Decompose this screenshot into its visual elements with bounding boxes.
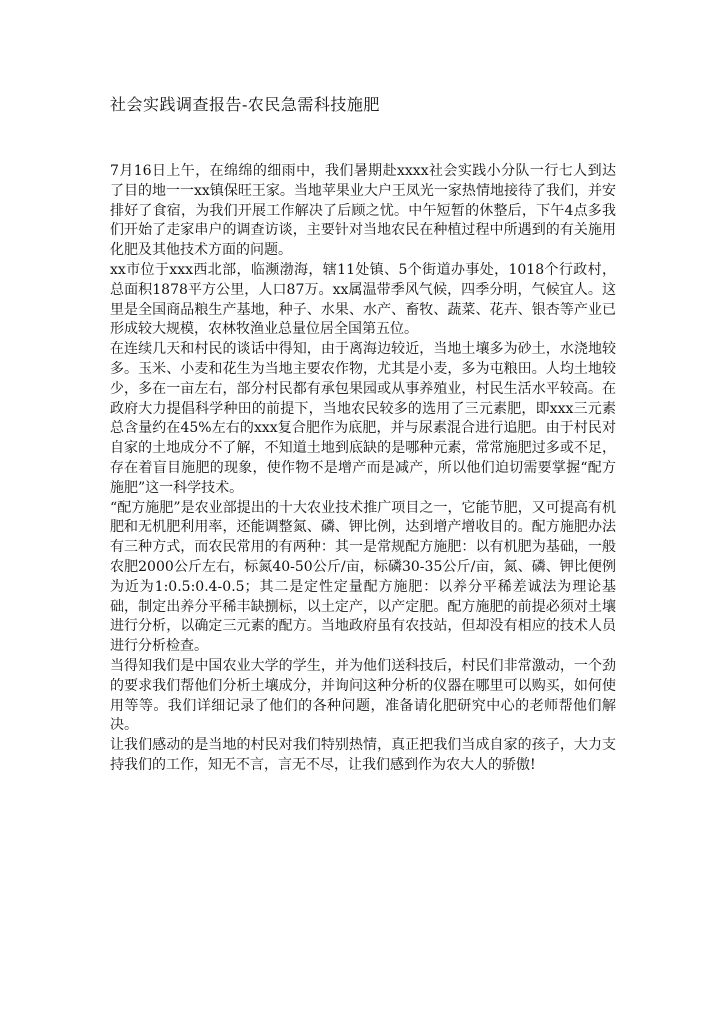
paragraph-formula-fertilization: “配方施肥”是农业部提出的十大农业技术推广项目之一，它能节肥，又可提高有机肥和无机肥利用率，还能调整氮、磷、钾比例，达到增产增收目的。配方施肥办法有三种方式，而农民常用的有两种：其一是常规配方施肥：以有机肥为基础，一般农肥2000公斤左右，标氮40-50公斤/亩，标磷30-35公斤/亩，氮、磷、钾比便例为近为1:0.5:0.4-0.5；其二是定性定量配方施肥：以养分平稀差诚法为理论基础，制定出养分平稀丰缺捌标，以土定产，以产定肥。配方施肥的前提必须对土壤进行分析，以确定三元素的配方。当地政府虽有农技站，但却没有相应的技术人员进行分析检查。 — [110, 499, 616, 655]
paragraph-city-overview: xx市位于xxx西北部，临濒渤海，辖11处镇、5个街道办事处，1018个行政村，总面积1878平方公里，人口87万。xx属温带季风气候，四季分明，气候宜人。这里是全国商品粮生产基地，种子、水果、水产、畜牧、蔬菜、花卉、银杏等产业已形成较大规模，农林牧渔业总量位居全国第五位。 — [110, 261, 616, 338]
paragraph-villager-requests: 当得知我们是中国农业大学的学生，并为他们送科技后，村民们非常激动，一个劲的要求我们帮他们分析土壤成分，并询问这种分析的仪器在哪里可以购买，如何使用等等。我们详细记录了他们的各种问题，准备请化肥研究中心的老师帮他们解决。 — [110, 657, 616, 734]
paragraph-visit-arrival: 7月16日上午，在绵绵的细雨中，我们暑期赴xxxx社会实践小分队一行七人到达了目的地一一xx镇保旺王家。当地苹果业大户王凤光一家热情地接待了我们，并安排好了食宿，为我们开展工作解决了后顾之忧。中午短暂的休整后，下午4点多我们开始了走家串户的调查访谈，主要针对当地农民在种植过程中所遇到的有关施用化肥及其他技术方面的问题。 — [110, 163, 616, 259]
document-body — [110, 162, 616, 776]
paragraph-closing: 让我们感动的是当地的村民对我们特别热情，真正把我们当成自家的孩子，大力支持我们的工作，知无不言，言无不尽，让我们感到作为农大人的骄傲! — [110, 737, 616, 773]
document-title: 社会实践调查报告-农民急需科技施肥 — [110, 95, 380, 114]
paragraph-soil-findings: 在连续几天和村民的谈话中得知，由于离海边较近，当地土壤多为砂土，水浇地较多。玉米、小麦和花生为当地主要农作物，尤其是小麦，多为屯粮田。人均土地较少，多在一亩左右，部分村民都有承包果园或从事养殖业，村民生活水平较高。在政府大力提倡科学种田的前提下，当地农民较多的选用了三元素肥，即xxx三元素总含量约在45%左右的xxx复合肥作为底肥，并与尿素混合进行追肥。由于村民对自家的土地成分不了解，不知道土地到底缺的是哪种元素，常常施肥过多或不足，存在着盲目施肥的现象，使作物不是增产而是减产，所以他们迫切需要掌握“配方施肥”这一科学技术。 — [110, 341, 616, 496]
